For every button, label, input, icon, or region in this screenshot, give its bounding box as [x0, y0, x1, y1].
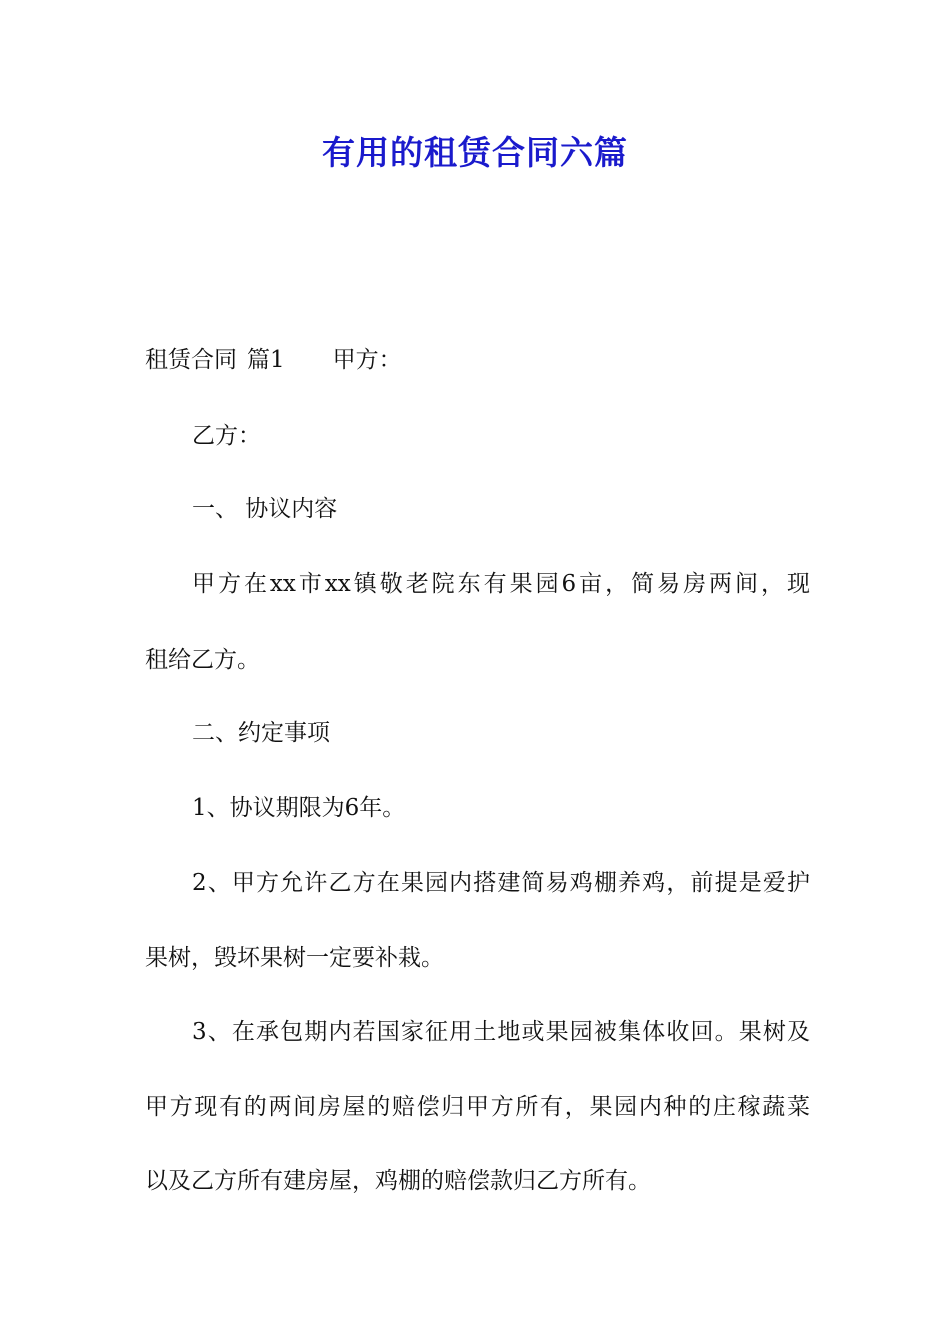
list-item: 2、甲方允许乙方在果园内搭建简易鸡棚养鸡，前提是爱护: [192, 870, 810, 896]
paragraph-line: 甲方在xx市xx镇敬老院东有果园6亩，简易房两间，现: [192, 571, 810, 597]
section-header-line: [145, 344, 810, 376]
section-label: 租赁合同: [145, 347, 237, 373]
heading-agreed-matters: 二、约定事项: [192, 720, 330, 746]
heading-agreement-content: 一、 协议内容: [192, 496, 338, 522]
list-item: 1、协议期限为6年。: [192, 795, 406, 821]
list-item: 3、在承包期内若国家征用土地或果园被集体收回。果树及: [192, 1019, 810, 1045]
list-item-continuation: 甲方现有的两间房屋的赔偿归甲方所有，果园内种的庄稼蔬菜: [145, 1094, 810, 1120]
list-item-continuation: 以及乙方所有建房屋，鸡棚的赔偿款归乙方所有。: [145, 1168, 651, 1194]
section-number: 篇1: [247, 347, 285, 373]
list-item-continuation: 果树，毁坏果树一定要补栽。: [145, 945, 444, 971]
paragraph-line: 租给乙方。: [145, 647, 260, 673]
party-b-label: 乙方：: [192, 423, 261, 449]
party-a-label: 甲方：: [332, 347, 402, 373]
document-title: 有用的租赁合同六篇: [322, 133, 628, 172]
